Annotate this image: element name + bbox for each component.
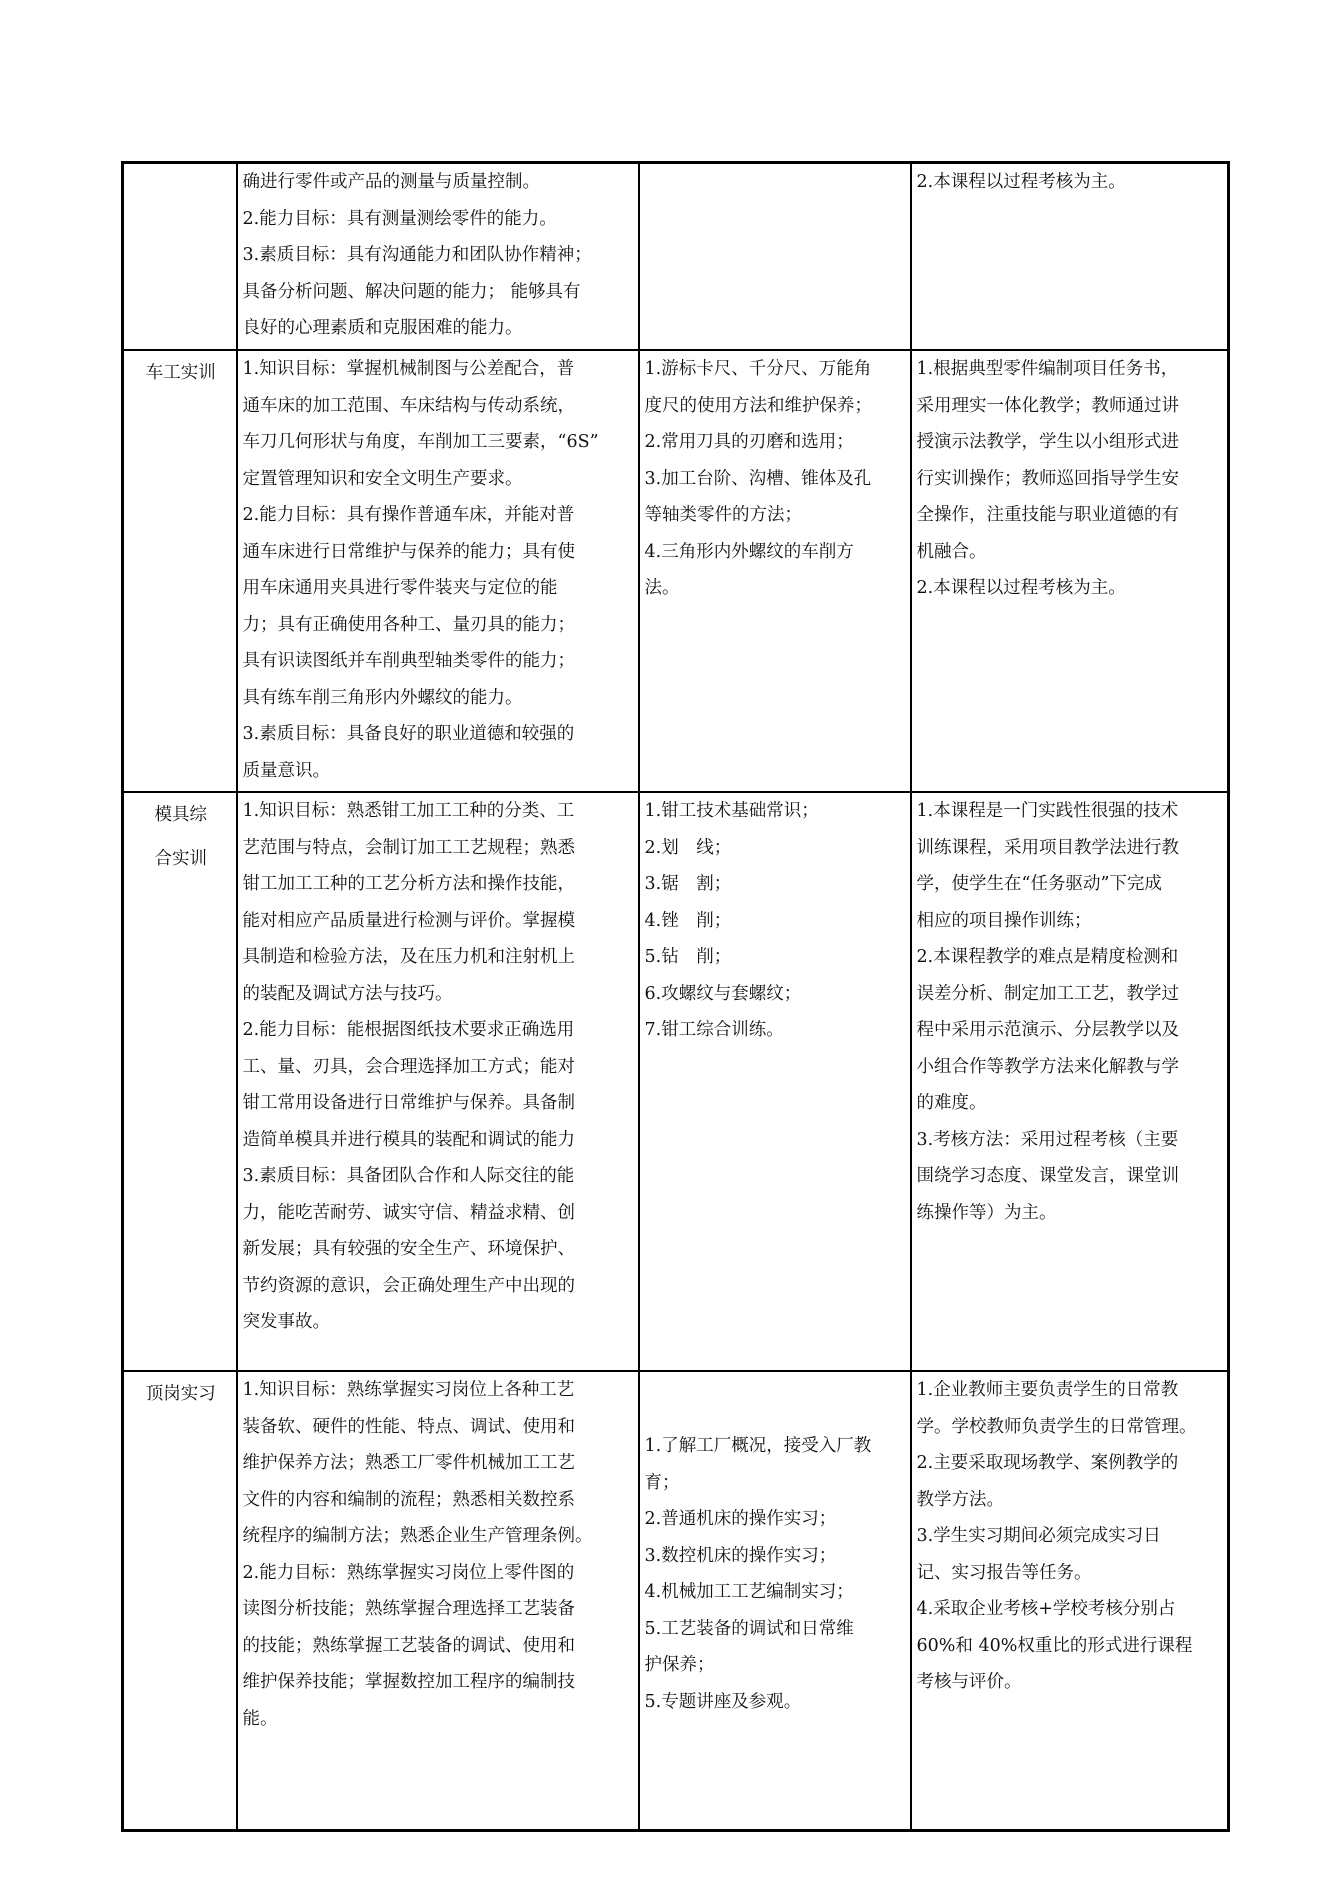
cell-objectives	[237, 792, 639, 1371]
text-line: 维护保养方法；熟悉工厂零件机械加工工艺	[242, 1453, 575, 1473]
text-line: 2.能力目标：具有操作普通车床，并能对普	[242, 505, 575, 525]
text-line: 3.素质目标：具备良好的职业道德和较强的	[242, 724, 575, 744]
text-line: 3.数控机床的操作实习；	[644, 1545, 837, 1566]
text-line: 车刀几何形状与角度，车削加工三要素，“6S”	[242, 432, 599, 452]
text-line: 能对相应产品质量进行检测与评价。掌握模	[242, 910, 575, 931]
text-line: 小组合作等教学方法来化解教与学	[916, 1056, 1179, 1077]
cell-requirements	[911, 350, 1229, 792]
table-row	[123, 350, 1229, 792]
text-line: 3.加工台阶、沟槽、锥体及孔	[644, 468, 872, 489]
text-line: 通车床的加工范围、车床结构与传动系统，	[242, 395, 575, 416]
cell-contents	[639, 350, 911, 792]
text-line: 5.专题讲座及参观。	[644, 1691, 802, 1712]
text-line: 3.素质目标：具有沟通能力和团队协作精神；	[242, 245, 592, 265]
text-line: 力；具有正确使用各种工、量刃具的能力；	[242, 614, 575, 635]
text-line: 记、实习报告等任务。	[916, 1562, 1092, 1583]
text-line: 4.三角形内外螺纹的车削方	[644, 541, 854, 562]
table-row	[123, 792, 1229, 1371]
course-name-line: 车工实训	[145, 363, 216, 383]
cell-contents	[639, 163, 911, 351]
text-line: 3.锯 割；	[644, 874, 732, 894]
text-line: 相应的项目操作训练；	[916, 910, 1092, 931]
text-line: 6.攻螺纹与套螺纹；	[644, 983, 802, 1004]
text-line: 2.能力目标：具有测量测绘零件的能力。	[242, 208, 557, 229]
text-line: 5.钻 削；	[644, 947, 732, 967]
text-line: 2.本课程教学的难点是精度检测和	[916, 947, 1179, 967]
cell-contents	[639, 1371, 911, 1831]
text-line: 4.机械加工工艺编制实习；	[644, 1582, 854, 1602]
text-line: 2.主要采取现场教学、案例教学的	[916, 1453, 1179, 1473]
text-line: 定置管理知识和安全文明生产要求。	[242, 468, 523, 489]
text-line: 节约资源的意识，会正确处理生产中出现的	[242, 1275, 575, 1296]
text-line: 文件的内容和编制的流程；熟悉相关数控系	[242, 1489, 575, 1510]
course-table-body	[123, 163, 1229, 1831]
cell-requirements	[911, 163, 1229, 351]
text-line: 3.考核方法：采用过程考核（主要	[916, 1129, 1179, 1150]
text-line: 2.普通机床的操作实习；	[644, 1509, 837, 1529]
text-line: 2.本课程以过程考核为主。	[916, 172, 1126, 192]
text-line: 具有识读图纸并车削典型轴类零件的能力；	[242, 651, 575, 671]
text-line: 装备软、硬件的性能、特点、调试、使用和	[242, 1416, 575, 1437]
text-line: 用车床通用夹具进行零件装夹与定位的能	[242, 578, 558, 598]
text-line: 力，能吃苦耐劳、诚实守信、精益求精、创	[242, 1202, 575, 1223]
cell-contents	[639, 792, 911, 1371]
text-line: 1.知识目标：掌握机械制图与公差配合，普	[242, 359, 575, 379]
text-line: 行实训操作；教师巡回指导学生安	[916, 468, 1179, 489]
text-line: 2.本课程以过程考核为主。	[916, 578, 1126, 598]
text-line: 1.游标卡尺、千分尺、万能角	[644, 359, 872, 379]
text-line: 全操作，注重技能与职业道德的有	[916, 505, 1179, 525]
text-line: 围绕学习态度、课堂发言，课堂训	[916, 1166, 1179, 1186]
text-line: 学，使学生在“任务驱动”下完成	[916, 874, 1162, 894]
text-line: 7.钳工综合训练。	[644, 1020, 784, 1040]
text-line: 具有练车削三角形内外螺纹的能力。	[242, 687, 523, 708]
text-line: 采用理实一体化教学；教师通过讲	[916, 395, 1179, 416]
text-line: 质量意识。	[242, 760, 330, 781]
text-line: 4.锉 削；	[644, 910, 732, 931]
text-line: 通车床进行日常维护与保养的能力；具有使	[242, 541, 575, 562]
text-line: 确进行零件或产品的测量与质量控制。	[242, 172, 540, 192]
text-line: 统程序的编制方法；熟悉企业生产管理条例。	[242, 1526, 593, 1546]
text-line: 工、量、刃具，会合理选择加工方式；能对	[242, 1056, 575, 1077]
cell-name	[123, 350, 237, 792]
text-line: 具制造和检验方法，及在压力机和注射机上	[242, 947, 575, 967]
text-line: 授演示法教学，学生以小组形式进	[916, 432, 1179, 452]
text-line: 考核与评价。	[916, 1672, 1022, 1692]
text-line: 3.学生实习期间必须完成实习日	[916, 1526, 1161, 1546]
cell-name	[123, 792, 237, 1371]
text-line: 造简单模具并进行模具的装配和调试的能力	[242, 1129, 575, 1150]
text-line: 练操作等）为主。	[916, 1202, 1057, 1223]
text-line: 法。	[644, 578, 680, 598]
cell-objectives	[237, 163, 639, 351]
text-line: 能。	[242, 1708, 278, 1729]
text-line: 突发事故。	[242, 1312, 330, 1332]
text-line: 1.本课程是一门实践性很强的技术	[916, 801, 1179, 821]
course-name-line: 顶岗实习	[145, 1384, 216, 1404]
text-line: 1.知识目标：熟练掌握实习岗位上各种工艺	[242, 1380, 575, 1400]
text-line: 钳工加工工种的工艺分析方法和操作技能，	[242, 874, 575, 894]
text-line: 新发展；具有较强的安全生产、环境保护、	[242, 1239, 575, 1259]
text-line: 的难度。	[916, 1093, 987, 1113]
cell-requirements	[911, 1371, 1229, 1831]
text-line: 育；	[644, 1472, 680, 1493]
cell-objectives	[237, 1371, 639, 1831]
text-line: 钳工常用设备进行日常维护与保养。具备制	[242, 1093, 575, 1113]
table-row	[123, 163, 1229, 351]
cell-requirements	[911, 792, 1229, 1371]
text-line: 机融合。	[916, 541, 987, 562]
text-line: 度尺的使用方法和维护保养；	[644, 395, 872, 416]
cell-name	[123, 1371, 237, 1831]
course-name-line: 模具综	[154, 805, 207, 825]
text-line: 2.能力目标：能根据图纸技术要求正确选用	[242, 1020, 575, 1040]
text-line: 1.钳工技术基础常识；	[644, 801, 819, 821]
text-line: 60%和 40%权重比的形式进行课程	[916, 1635, 1193, 1656]
text-line: 维护保养技能；掌握数控加工程序的编制技	[242, 1672, 575, 1692]
text-line: 教学方法。	[916, 1489, 1004, 1510]
text-line: 具备分析问题、解决问题的能力； 能够具有	[242, 281, 581, 302]
text-line: 的技能；熟练掌握工艺装备的调试、使用和	[242, 1635, 575, 1656]
text-line: 的装配及调试方法与技巧。	[242, 983, 453, 1004]
text-line: 训练课程，采用项目教学法进行教	[916, 837, 1179, 858]
text-line: 2.划 线；	[644, 837, 732, 858]
course-name-line: 合实训	[154, 849, 207, 869]
cell-objectives	[237, 350, 639, 792]
text-line: 2.常用刀具的刃磨和选用；	[644, 432, 854, 452]
text-line: 程中采用示范演示、分层教学以及	[916, 1020, 1179, 1040]
text-line: 1.知识目标：熟悉钳工加工工种的分类、工	[242, 801, 575, 821]
text-line: 5.工艺装备的调试和日常维	[644, 1618, 854, 1639]
text-line: 4.采取企业考核+学校考核分别占	[916, 1599, 1176, 1619]
text-line: 1.了解工厂概况，接受入厂教	[644, 1436, 872, 1456]
text-line: 良好的心理素质和克服困难的能力。	[242, 318, 523, 338]
text-line: 误差分析、制定加工工艺，教学过	[916, 983, 1179, 1004]
text-line: 3.素质目标：具备团队合作和人际交往的能	[242, 1166, 575, 1186]
text-line: 护保养；	[644, 1655, 715, 1675]
text-line: 等轴类零件的方法；	[644, 505, 802, 525]
text-line: 艺范围与特点，会制订加工工艺规程；熟悉	[242, 837, 575, 858]
course-table	[121, 161, 1230, 1832]
text-line: 1.企业教师主要负责学生的日常教	[916, 1380, 1179, 1400]
text-line: 2.能力目标：熟练掌握实习岗位上零件图的	[242, 1562, 575, 1583]
text-line: 1.根据典型零件编制项目任务书，	[916, 359, 1179, 379]
cell-name	[123, 163, 237, 351]
table-row	[123, 1371, 1229, 1831]
text-line: 读图分析技能；熟练掌握合理选择工艺装备	[242, 1599, 575, 1619]
text-line: 学。学校教师负责学生的日常管理。	[916, 1416, 1197, 1437]
